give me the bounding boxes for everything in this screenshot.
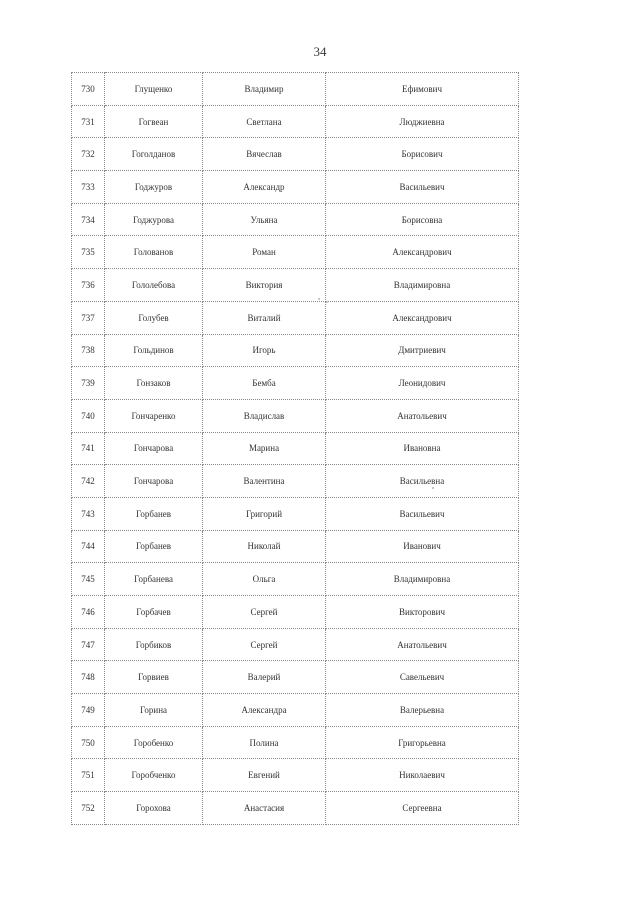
patronymic-cell: Александрович	[326, 236, 519, 269]
patronymic-cell: Владимировна	[326, 563, 519, 596]
row-number-cell: 732	[72, 138, 105, 171]
row-number-cell: 740	[72, 399, 105, 432]
surname-cell: Гончарова	[105, 432, 203, 465]
row-number-cell: 734	[72, 203, 105, 236]
first-name-cell: Григорий	[203, 497, 326, 530]
patronymic-cell: Савельевич	[326, 661, 519, 694]
patronymic-cell: Александрович	[326, 301, 519, 334]
first-name-cell: Сергей	[203, 628, 326, 661]
patronymic-cell: Ефимович	[326, 73, 519, 106]
page-number: 34	[313, 44, 327, 59]
patronymic-cell: Васильевич	[326, 497, 519, 530]
surname-cell: Горина	[105, 694, 203, 727]
surname-cell: Гоголданов	[105, 138, 203, 171]
scan-speck	[432, 487, 434, 489]
row-number-cell: 749	[72, 694, 105, 727]
row-number-cell: 736	[72, 269, 105, 302]
row-number-cell: 741	[72, 432, 105, 465]
surname-cell: Глущенко	[105, 73, 203, 106]
first-name-cell: Роман	[203, 236, 326, 269]
surname-cell: Гольдинов	[105, 334, 203, 367]
surname-cell: Гончаренко	[105, 399, 203, 432]
first-name-cell: Александра	[203, 694, 326, 727]
table-row	[72, 138, 519, 171]
register-table	[71, 72, 519, 825]
table-row	[72, 530, 519, 563]
row-number-cell: 730	[72, 73, 105, 106]
row-number-cell: 743	[72, 497, 105, 530]
table-row	[72, 596, 519, 629]
table-row	[72, 73, 519, 106]
first-name-cell: Александр	[203, 171, 326, 204]
table-row	[72, 563, 519, 596]
table-row	[72, 497, 519, 530]
table-row	[72, 334, 519, 367]
surname-cell: Гонзаков	[105, 367, 203, 400]
patronymic-cell: Иванович	[326, 530, 519, 563]
table-row	[72, 694, 519, 727]
row-number-cell: 733	[72, 171, 105, 204]
row-number-cell: 731	[72, 105, 105, 138]
patronymic-cell: Анатольевич	[326, 399, 519, 432]
surname-cell: Горбачев	[105, 596, 203, 629]
patronymic-cell: Дмитриевич	[326, 334, 519, 367]
first-name-cell: Светлана	[203, 105, 326, 138]
row-number-cell: 752	[72, 792, 105, 825]
table-row	[72, 171, 519, 204]
first-name-cell: Владимир	[203, 73, 326, 106]
first-name-cell: Николай	[203, 530, 326, 563]
table-row	[72, 726, 519, 759]
surname-cell: Гололебова	[105, 269, 203, 302]
first-name-cell: Виталий	[203, 301, 326, 334]
table-row	[72, 301, 519, 334]
table-row	[72, 367, 519, 400]
table-row	[72, 759, 519, 792]
surname-cell: Годжурова	[105, 203, 203, 236]
surname-cell: Голубев	[105, 301, 203, 334]
surname-cell: Гогвеан	[105, 105, 203, 138]
patronymic-cell: Борисович	[326, 138, 519, 171]
surname-cell: Горохова	[105, 792, 203, 825]
table-row	[72, 465, 519, 498]
patronymic-cell: Васильевна	[326, 465, 519, 498]
table-row	[72, 203, 519, 236]
surname-cell: Голованов	[105, 236, 203, 269]
table-row	[72, 628, 519, 661]
table-row	[72, 432, 519, 465]
row-number-cell: 747	[72, 628, 105, 661]
row-number-cell: 735	[72, 236, 105, 269]
patronymic-cell: Анатольевич	[326, 628, 519, 661]
scan-speck	[326, 301, 328, 303]
table-row	[72, 269, 519, 302]
first-name-cell: Анастасия	[203, 792, 326, 825]
patronymic-cell: Борисовна	[326, 203, 519, 236]
first-name-cell: Полина	[203, 726, 326, 759]
surname-cell: Горобченко	[105, 759, 203, 792]
row-number-cell: 746	[72, 596, 105, 629]
row-number-cell: 737	[72, 301, 105, 334]
table-row	[72, 399, 519, 432]
patronymic-cell: Валерьевна	[326, 694, 519, 727]
row-number-cell: 750	[72, 726, 105, 759]
first-name-cell: Виктория	[203, 269, 326, 302]
patronymic-cell: Владимировна	[326, 269, 519, 302]
first-name-cell: Бемба	[203, 367, 326, 400]
patronymic-cell: Ивановна	[326, 432, 519, 465]
first-name-cell: Игорь	[203, 334, 326, 367]
surname-cell: Горвиев	[105, 661, 203, 694]
row-number-cell: 738	[72, 334, 105, 367]
register-table-body	[72, 73, 519, 825]
first-name-cell: Вячеслав	[203, 138, 326, 171]
first-name-cell: Ольга	[203, 563, 326, 596]
patronymic-cell: Викторович	[326, 596, 519, 629]
patronymic-cell: Люджиевна	[326, 105, 519, 138]
first-name-cell: Сергей	[203, 596, 326, 629]
first-name-cell: Ульяна	[203, 203, 326, 236]
row-number-cell: 742	[72, 465, 105, 498]
row-number-cell: 745	[72, 563, 105, 596]
surname-cell: Горбиков	[105, 628, 203, 661]
scan-speck	[318, 298, 320, 300]
table-row	[72, 792, 519, 825]
first-name-cell: Евгений	[203, 759, 326, 792]
surname-cell: Годжуров	[105, 171, 203, 204]
first-name-cell: Валентина	[203, 465, 326, 498]
patronymic-cell: Леонидович	[326, 367, 519, 400]
patronymic-cell: Сергеевна	[326, 792, 519, 825]
surname-cell: Гончарова	[105, 465, 203, 498]
row-number-cell: 744	[72, 530, 105, 563]
surname-cell: Горобенко	[105, 726, 203, 759]
table-row	[72, 105, 519, 138]
patronymic-cell: Григорьевна	[326, 726, 519, 759]
surname-cell: Горбанев	[105, 497, 203, 530]
surname-cell: Горбанева	[105, 563, 203, 596]
first-name-cell: Валерий	[203, 661, 326, 694]
patronymic-cell: Васильевич	[326, 171, 519, 204]
surname-cell: Горбанев	[105, 530, 203, 563]
first-name-cell: Марина	[203, 432, 326, 465]
patronymic-cell: Николаевич	[326, 759, 519, 792]
row-number-cell: 748	[72, 661, 105, 694]
table-row	[72, 236, 519, 269]
row-number-cell: 751	[72, 759, 105, 792]
first-name-cell: Владислав	[203, 399, 326, 432]
row-number-cell: 739	[72, 367, 105, 400]
table-row	[72, 661, 519, 694]
